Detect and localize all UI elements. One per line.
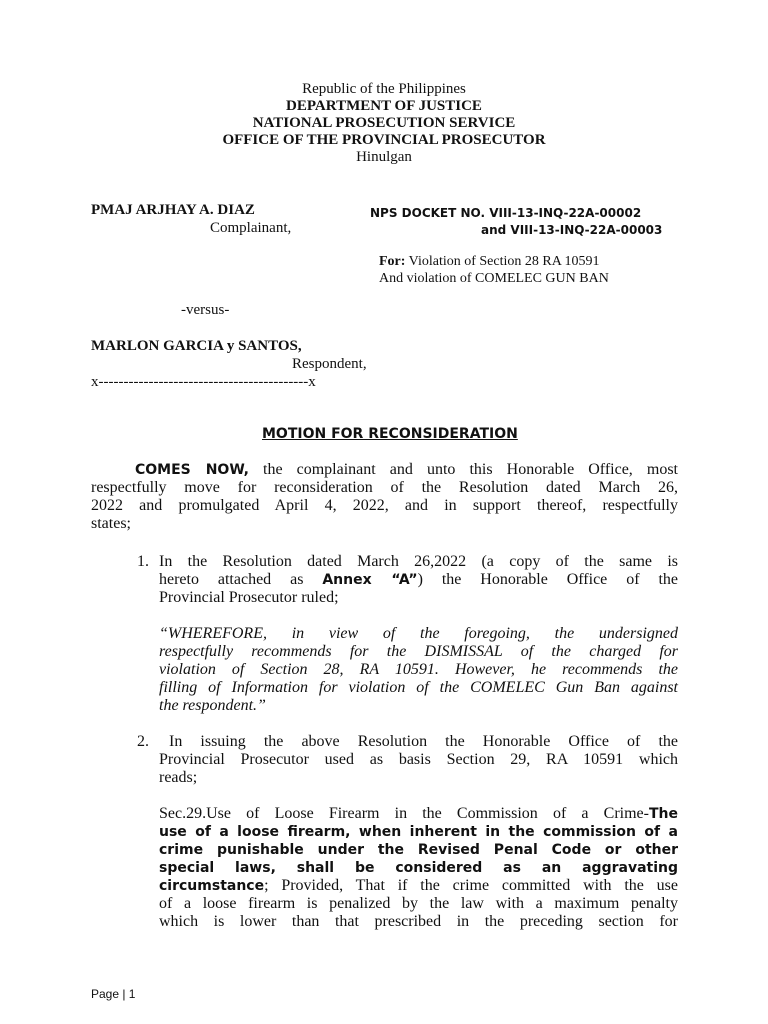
quote-line-3: violation of Section 28, RA 10591. However, he recommends the [159, 661, 678, 678]
sec29-line-2: use of a loose firearm, when inherent in the commission of a [159, 824, 678, 840]
item-2-line-2: Provincial Prosecutor used as basis Section 29, RA 10591 which [159, 751, 678, 768]
intro-paragraph [91, 461, 678, 533]
item-1-text-2c: ) the Honorable Office of the [417, 571, 678, 588]
sec29-line-4: special laws, shall be considered as an aggravating [159, 860, 678, 876]
sec29-line-7: which is lower than that prescribed in the preceding section for [159, 913, 678, 930]
header-location: Hinulgan [356, 149, 412, 165]
intro-line-1 [91, 461, 678, 479]
complainant-role: Complainant, [210, 220, 292, 236]
item-2-line-1: In issuing the above Resolution the Honorable Office of the [169, 733, 678, 750]
header-department: DEPARTMENT OF JUSTICE [286, 98, 482, 114]
versus: -versus- [181, 302, 230, 318]
item-2-paragraph [159, 733, 678, 787]
sec29-line-6: of a loose firearm is penalized by the law with a maximum penalty [159, 895, 678, 912]
docket-number-2: and VIII-13-INQ-22A-00003 [481, 223, 663, 237]
annex-label: Annex “A” [322, 572, 418, 588]
complainant-name: PMAJ ARJHAY A. DIAZ [91, 202, 255, 218]
intro-text-1: the complainant and unto this Honorable Office, most [248, 461, 678, 478]
document-title: MOTION FOR RECONSIDERATION [262, 426, 518, 442]
sec29-line-3: crime punishable under the Revised Penal Code or other [159, 842, 678, 858]
respondent-name: MARLON GARCIA y SANTOS, [91, 338, 302, 354]
item-1-line-2 [159, 571, 678, 589]
for-line [379, 254, 600, 270]
for-text-1: Violation of Section 28 RA 10591 [405, 254, 600, 269]
quote-line-5: the respondent.” [159, 697, 266, 714]
item-2-line-3: reads; [159, 769, 198, 786]
header-nps: NATIONAL PROSECUTION SERVICE [252, 115, 516, 131]
sec29-text-1a: Sec.29.Use of Loose Firearm in the Commission of a Crime- [159, 805, 649, 822]
header-republic: Republic of the Philippines [302, 81, 466, 97]
item-1-line-3: Provincial Prosecutor ruled; [159, 589, 339, 606]
header-office: OFFICE OF THE PROVINCIAL PROSECUTOR [222, 132, 546, 148]
sec29-text-1b: The [648, 806, 678, 822]
item-1-number: 1. [137, 553, 149, 570]
quoted-resolution [159, 625, 678, 715]
page-number: Page | 1 [91, 987, 136, 1001]
quote-line-1: “WHEREFORE, in view of the foregoing, the undersigned [159, 625, 678, 642]
sec29-text-5b: ; Provided, That if the crime committed with the use [264, 877, 678, 894]
for-label: For: [379, 254, 406, 269]
respondent-role: Respondent, [292, 356, 367, 372]
caption-separator: x------------------------------------------x [91, 374, 316, 390]
quote-line-2: respectfully recommends for the DISMISSAL of the charged for [159, 643, 678, 660]
intro-lead: COMES NOW, [135, 462, 249, 478]
item-1-text-2a: hereto attached as [159, 571, 323, 588]
section-29-text [159, 805, 678, 931]
intro-line-3: 2022 and promulgated April 4, 2022, and in support thereof, respectfully [91, 497, 678, 514]
item-1-line-1: In the Resolution dated March 26,2022 (a copy of the same is [159, 553, 678, 570]
for-text-2: And violation of COMELEC GUN BAN [379, 271, 609, 286]
item-2-number: 2. [137, 733, 149, 750]
item-1-paragraph [159, 553, 678, 607]
sec29-line-1 [159, 805, 678, 823]
sec29-text-5a: circumstance [159, 878, 265, 894]
quote-line-4: filling of Information for violation of the COMELEC Gun Ban against [159, 679, 678, 696]
intro-line-2: respectfully move for reconsideration of the Resolution dated March 26, [91, 479, 678, 496]
docket-number: NPS DOCKET NO. VIII-13-INQ-22A-00002 [370, 206, 642, 220]
sec29-line-5 [159, 877, 678, 895]
intro-line-4: states; [91, 515, 131, 532]
